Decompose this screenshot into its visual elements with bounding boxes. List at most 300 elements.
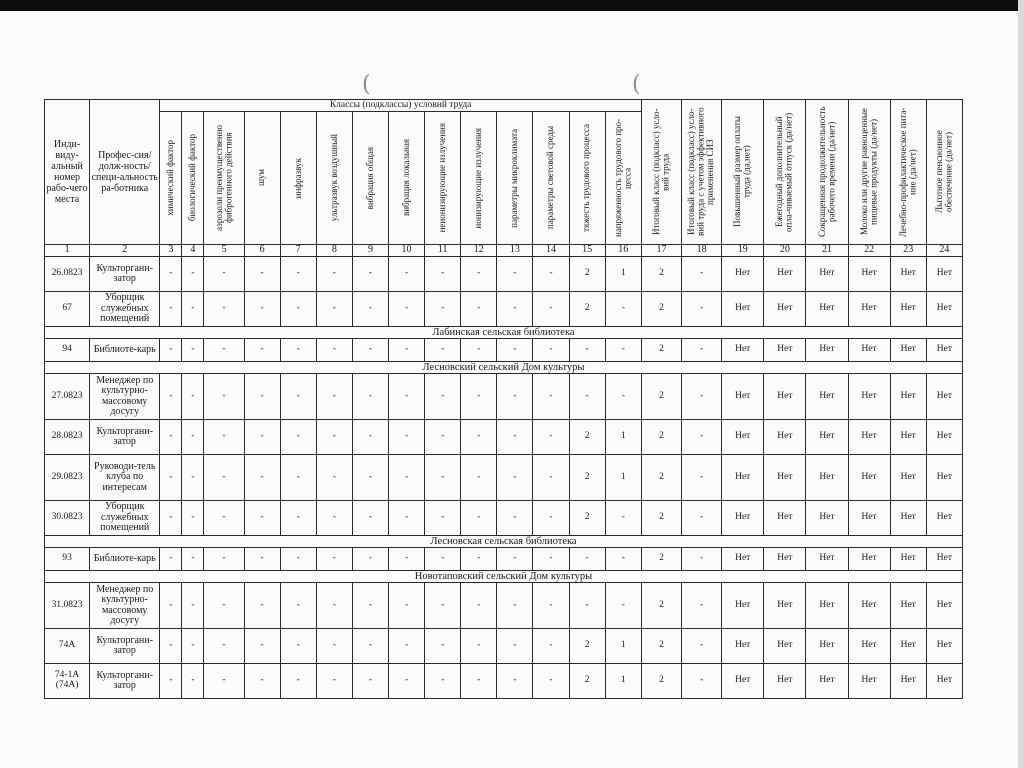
- table-cell: Нет: [806, 292, 848, 327]
- table-cell: -: [461, 548, 497, 571]
- table-cell: 1: [605, 629, 641, 664]
- table-cell: -: [280, 257, 316, 292]
- header-factor: вибрация общая: [352, 112, 388, 245]
- column-number: 18: [682, 245, 722, 257]
- table-cell: 2: [641, 583, 681, 629]
- table-cell: -: [533, 292, 569, 327]
- table-cell: -: [533, 339, 569, 362]
- column-number: 6: [244, 245, 280, 257]
- table-cell: 1: [605, 257, 641, 292]
- column-number: 9: [352, 245, 388, 257]
- table-cell: Нет: [890, 501, 926, 536]
- table-cell: -: [204, 292, 244, 327]
- table-cell: 1: [605, 664, 641, 699]
- table-cell: Нет: [926, 257, 962, 292]
- table-cell: -: [244, 374, 280, 420]
- profession-cell: Уборщик служебных помещений: [90, 292, 160, 327]
- table-cell: -: [425, 339, 461, 362]
- profession-cell: Менеджер по культурно-массовому досугу: [90, 583, 160, 629]
- table-cell: -: [461, 339, 497, 362]
- workplace-id: 26.0823: [45, 257, 90, 292]
- column-number: 20: [764, 245, 806, 257]
- table-cell: -: [682, 420, 722, 455]
- table-row: [45, 501, 963, 536]
- column-number: 12: [461, 245, 497, 257]
- table-cell: -: [461, 629, 497, 664]
- header-factor: ультразвук воздушный: [316, 112, 352, 245]
- table-cell: Нет: [722, 583, 764, 629]
- profession-cell: Культоргани-затор: [90, 664, 160, 699]
- table-cell: -: [533, 548, 569, 571]
- header-extra: Повышенный размер оплаты труда (да,нет): [722, 100, 764, 245]
- table-cell: -: [569, 583, 605, 629]
- table-cell: Нет: [890, 420, 926, 455]
- column-number: 3: [160, 245, 182, 257]
- table-cell: -: [605, 292, 641, 327]
- table-cell: Нет: [764, 257, 806, 292]
- table-cell: -: [182, 339, 204, 362]
- table-cell: Нет: [926, 629, 962, 664]
- table-cell: Нет: [926, 455, 962, 501]
- table-cell: -: [682, 501, 722, 536]
- table-cell: 2: [641, 374, 681, 420]
- table-cell: -: [533, 583, 569, 629]
- header-factor: ионизирующие излучения: [461, 112, 497, 245]
- table-cell: -: [389, 548, 425, 571]
- table-cell: -: [182, 548, 204, 571]
- table-cell: Нет: [806, 339, 848, 362]
- table-cell: 1: [605, 420, 641, 455]
- table-cell: -: [461, 257, 497, 292]
- header-extra: Сокращенная продолжительность рабочего времени (да/нет): [806, 100, 848, 245]
- table-cell: Нет: [722, 374, 764, 420]
- column-number: 15: [569, 245, 605, 257]
- table-cell: Нет: [722, 629, 764, 664]
- workplace-id: 94: [45, 339, 90, 362]
- table-cell: -: [533, 664, 569, 699]
- column-number-row: [45, 245, 963, 257]
- table-cell: -: [352, 420, 388, 455]
- table-cell: -: [244, 339, 280, 362]
- table-cell: -: [461, 374, 497, 420]
- table-cell: Нет: [926, 664, 962, 699]
- table-cell: -: [682, 374, 722, 420]
- table-cell: Нет: [926, 420, 962, 455]
- header-factor: аэрозоли преимущественно фиброгенного действия: [204, 112, 244, 245]
- table-cell: -: [182, 420, 204, 455]
- table-cell: Нет: [806, 664, 848, 699]
- table-cell: -: [316, 548, 352, 571]
- table-cell: -: [569, 548, 605, 571]
- header-individual-number: Инди-виду-альный номер рабо-чего места: [45, 100, 90, 245]
- workplace-id: 74А: [45, 629, 90, 664]
- column-number: 5: [204, 245, 244, 257]
- table-cell: -: [244, 257, 280, 292]
- workplace-id: 27.0823: [45, 374, 90, 420]
- table-cell: Нет: [722, 501, 764, 536]
- table-cell: -: [244, 455, 280, 501]
- table-cell: -: [316, 501, 352, 536]
- column-number: 16: [605, 245, 641, 257]
- table-cell: -: [244, 420, 280, 455]
- table-cell: -: [682, 292, 722, 327]
- table-cell: -: [160, 455, 182, 501]
- table-cell: -: [280, 374, 316, 420]
- table-cell: -: [316, 629, 352, 664]
- table-cell: -: [280, 292, 316, 327]
- table-cell: Нет: [764, 501, 806, 536]
- table-cell: -: [182, 455, 204, 501]
- table-cell: -: [605, 583, 641, 629]
- section-title: Новотаповский сельский Дом культуры: [45, 571, 963, 583]
- table-cell: -: [204, 257, 244, 292]
- profession-cell: Руководи-тель клуба по интересам: [90, 455, 160, 501]
- table-cell: -: [682, 583, 722, 629]
- table-cell: Нет: [926, 339, 962, 362]
- table-cell: -: [352, 664, 388, 699]
- table-row: [45, 339, 963, 362]
- table-cell: -: [605, 374, 641, 420]
- table-cell: -: [497, 420, 533, 455]
- table-cell: 2: [569, 664, 605, 699]
- table-cell: -: [182, 629, 204, 664]
- workplace-id: 30.0823: [45, 501, 90, 536]
- table-cell: Нет: [890, 374, 926, 420]
- table-cell: -: [389, 583, 425, 629]
- table-cell: -: [280, 455, 316, 501]
- table-cell: Нет: [764, 455, 806, 501]
- column-number: 4: [182, 245, 204, 257]
- table-cell: Нет: [890, 548, 926, 571]
- table-cell: Нет: [848, 629, 890, 664]
- column-number: 13: [497, 245, 533, 257]
- profession-cell: Библиоте-карь: [90, 548, 160, 571]
- table-cell: 2: [641, 420, 681, 455]
- profession-cell: Уборщик служебных помещений: [90, 501, 160, 536]
- table-cell: -: [280, 501, 316, 536]
- table-cell: -: [682, 629, 722, 664]
- table-body: [45, 257, 963, 699]
- table-cell: -: [244, 501, 280, 536]
- table-cell: -: [497, 664, 533, 699]
- header-factor: инфразвук: [280, 112, 316, 245]
- table-cell: -: [204, 455, 244, 501]
- column-number: 14: [533, 245, 569, 257]
- header-extra: Молоко или другие равноценные пищевые продукты (да/нет): [848, 100, 890, 245]
- table-cell: -: [160, 583, 182, 629]
- table-cell: -: [316, 339, 352, 362]
- column-number: 23: [890, 245, 926, 257]
- table-cell: -: [316, 420, 352, 455]
- column-number: 24: [926, 245, 962, 257]
- table-cell: Нет: [764, 339, 806, 362]
- table-cell: Нет: [848, 420, 890, 455]
- table-cell: -: [497, 292, 533, 327]
- table-cell: -: [244, 292, 280, 327]
- table-cell: -: [425, 257, 461, 292]
- table-cell: Нет: [926, 548, 962, 571]
- profession-cell: Культоргани-затор: [90, 420, 160, 455]
- table-cell: Нет: [722, 455, 764, 501]
- table-cell: -: [533, 501, 569, 536]
- table-row: [45, 455, 963, 501]
- table-cell: Нет: [806, 420, 848, 455]
- table-cell: -: [160, 420, 182, 455]
- working-conditions-table: [44, 99, 963, 699]
- table-cell: Нет: [722, 257, 764, 292]
- table-cell: -: [461, 501, 497, 536]
- column-number: 10: [389, 245, 425, 257]
- table-cell: 2: [641, 455, 681, 501]
- table-cell: -: [280, 583, 316, 629]
- table-cell: -: [352, 292, 388, 327]
- table-cell: -: [316, 374, 352, 420]
- table-cell: -: [497, 339, 533, 362]
- table-cell: -: [389, 501, 425, 536]
- table-cell: -: [316, 455, 352, 501]
- table-cell: -: [160, 374, 182, 420]
- header-factor: шум: [244, 112, 280, 245]
- section-header-row: [45, 327, 963, 339]
- table-cell: Нет: [926, 374, 962, 420]
- section-header-row: [45, 571, 963, 583]
- table-cell: -: [461, 455, 497, 501]
- section-title: Лесновская сельская библиотека: [45, 536, 963, 548]
- table-cell: -: [352, 548, 388, 571]
- header-classes-title: Классы (подклассы) условий труда: [160, 100, 642, 112]
- table-cell: Нет: [806, 501, 848, 536]
- table-cell: -: [497, 583, 533, 629]
- table-cell: -: [160, 664, 182, 699]
- header-factor: параметры микроклимата: [497, 112, 533, 245]
- workplace-id: 28.0823: [45, 420, 90, 455]
- table-cell: -: [352, 501, 388, 536]
- table-row: [45, 292, 963, 327]
- table-cell: Нет: [848, 501, 890, 536]
- table-cell: Нет: [890, 257, 926, 292]
- table-cell: -: [425, 374, 461, 420]
- table-cell: -: [682, 455, 722, 501]
- table-cell: -: [461, 292, 497, 327]
- table-cell: -: [160, 292, 182, 327]
- table-cell: -: [204, 374, 244, 420]
- table-cell: -: [389, 339, 425, 362]
- table-cell: Нет: [926, 501, 962, 536]
- table-cell: -: [160, 548, 182, 571]
- table-cell: -: [605, 339, 641, 362]
- table-cell: -: [204, 548, 244, 571]
- column-number: 22: [848, 245, 890, 257]
- table-cell: -: [244, 548, 280, 571]
- table-cell: -: [682, 548, 722, 571]
- table-cell: -: [533, 257, 569, 292]
- table-cell: -: [533, 455, 569, 501]
- table-cell: Нет: [806, 455, 848, 501]
- header-factor: биологический фактор: [182, 112, 204, 245]
- header-factor: тяжесть трудового процесса: [569, 112, 605, 245]
- table-cell: -: [425, 629, 461, 664]
- table-cell: -: [461, 420, 497, 455]
- table-cell: -: [389, 629, 425, 664]
- column-number: 8: [316, 245, 352, 257]
- header-profession: Профес-сия/долж-ность/специ-альность ра-ботника: [90, 100, 160, 245]
- workplace-id: 31.0823: [45, 583, 90, 629]
- table-cell: 2: [569, 455, 605, 501]
- table-cell: -: [389, 292, 425, 327]
- table-cell: Нет: [890, 583, 926, 629]
- table-cell: -: [569, 374, 605, 420]
- table-row: [45, 583, 963, 629]
- profession-cell: Культоргани-затор: [90, 257, 160, 292]
- table-cell: -: [160, 339, 182, 362]
- header-extra: Лечебно-профилактическое пита-ние (да/нет): [890, 100, 926, 245]
- table-cell: -: [316, 664, 352, 699]
- table-cell: -: [389, 455, 425, 501]
- header-factor: химический фактор: [160, 112, 182, 245]
- table-cell: -: [280, 339, 316, 362]
- table-cell: -: [280, 420, 316, 455]
- scan-top-edge: [0, 0, 1024, 11]
- table-cell: -: [182, 501, 204, 536]
- table-cell: Нет: [806, 629, 848, 664]
- table-row: [45, 629, 963, 664]
- table-cell: -: [389, 374, 425, 420]
- table-cell: 2: [641, 292, 681, 327]
- table-cell: 2: [569, 292, 605, 327]
- table-cell: -: [182, 374, 204, 420]
- table-cell: -: [497, 548, 533, 571]
- table-cell: Нет: [722, 664, 764, 699]
- table-cell: 2: [641, 629, 681, 664]
- table-cell: -: [461, 664, 497, 699]
- table-cell: Нет: [764, 420, 806, 455]
- table-cell: -: [425, 501, 461, 536]
- table-cell: 2: [569, 257, 605, 292]
- table-cell: -: [352, 257, 388, 292]
- table-cell: Нет: [890, 455, 926, 501]
- table-cell: -: [533, 420, 569, 455]
- column-number: 2: [90, 245, 160, 257]
- table-cell: -: [204, 420, 244, 455]
- table-cell: 2: [569, 420, 605, 455]
- table-cell: -: [182, 583, 204, 629]
- table-cell: -: [461, 583, 497, 629]
- table-cell: -: [244, 629, 280, 664]
- table-cell: Нет: [806, 583, 848, 629]
- table-row: [45, 374, 963, 420]
- table-cell: Нет: [764, 292, 806, 327]
- profession-cell: Культоргани-затор: [90, 629, 160, 664]
- table-cell: -: [160, 257, 182, 292]
- table-cell: -: [425, 420, 461, 455]
- column-number: 19: [722, 245, 764, 257]
- header-factor: вибрация локальная: [389, 112, 425, 245]
- table-cell: -: [497, 374, 533, 420]
- header-factor: напряженность трудового про-цесса: [605, 112, 641, 245]
- table-cell: -: [204, 501, 244, 536]
- workplace-id: 74-1А (74А): [45, 664, 90, 699]
- table-cell: Нет: [848, 455, 890, 501]
- table-cell: -: [204, 339, 244, 362]
- table-cell: -: [352, 455, 388, 501]
- table-cell: Нет: [806, 374, 848, 420]
- section-header-row: [45, 362, 963, 374]
- table-cell: -: [182, 257, 204, 292]
- table-cell: -: [280, 548, 316, 571]
- header-final-class-siz: Итоговый класс (подкласс) усло-вий труда с учетом эффективного применения СИЗ: [682, 100, 722, 245]
- table-cell: Нет: [926, 583, 962, 629]
- table-cell: 2: [569, 501, 605, 536]
- column-number: 1: [45, 245, 90, 257]
- table-cell: Нет: [848, 374, 890, 420]
- table-cell: -: [352, 339, 388, 362]
- table-cell: -: [497, 629, 533, 664]
- table-cell: -: [160, 629, 182, 664]
- table-cell: 2: [641, 548, 681, 571]
- table-cell: -: [352, 629, 388, 664]
- table-row: [45, 420, 963, 455]
- hole-punch-mark: (: [362, 72, 371, 97]
- table-cell: 2: [641, 257, 681, 292]
- table-cell: -: [605, 548, 641, 571]
- table-cell: -: [316, 292, 352, 327]
- column-number: 17: [641, 245, 681, 257]
- table-cell: Нет: [806, 257, 848, 292]
- section-title: Лабинская сельская библиотека: [45, 327, 963, 339]
- table-cell: -: [533, 629, 569, 664]
- table-cell: Нет: [764, 583, 806, 629]
- table-cell: -: [497, 501, 533, 536]
- table-cell: Нет: [764, 664, 806, 699]
- table-cell: Нет: [722, 292, 764, 327]
- table-cell: Нет: [722, 339, 764, 362]
- column-number: 21: [806, 245, 848, 257]
- table-cell: -: [425, 292, 461, 327]
- section-header-row: [45, 536, 963, 548]
- table-cell: 2: [641, 501, 681, 536]
- table-cell: Нет: [806, 548, 848, 571]
- scan-right-edge: [1018, 0, 1024, 768]
- table-cell: -: [244, 664, 280, 699]
- table-cell: Нет: [848, 257, 890, 292]
- table-cell: -: [316, 257, 352, 292]
- hole-punch-mark: (: [632, 72, 641, 97]
- table-cell: Нет: [848, 339, 890, 362]
- table-cell: -: [182, 664, 204, 699]
- table-cell: -: [204, 583, 244, 629]
- table-cell: Нет: [890, 629, 926, 664]
- workplace-id: 93: [45, 548, 90, 571]
- table-cell: -: [316, 583, 352, 629]
- profession-cell: Менеджер по культурно-массовому досугу: [90, 374, 160, 420]
- section-title: Лесновский сельский Дом культуры: [45, 362, 963, 374]
- workplace-id: 29.0823: [45, 455, 90, 501]
- header-factor: параметры световой среды: [533, 112, 569, 245]
- table-cell: Нет: [848, 664, 890, 699]
- table-cell: Нет: [722, 548, 764, 571]
- table-cell: -: [682, 664, 722, 699]
- table-cell: Нет: [848, 583, 890, 629]
- workplace-id: 67: [45, 292, 90, 327]
- table-cell: -: [533, 374, 569, 420]
- table-cell: -: [425, 548, 461, 571]
- table-cell: -: [204, 629, 244, 664]
- table-cell: 1: [605, 455, 641, 501]
- table-cell: Нет: [890, 339, 926, 362]
- table-row: [45, 257, 963, 292]
- profession-cell: Библиоте-карь: [90, 339, 160, 362]
- header-factor: неионизирующие излучения: [425, 112, 461, 245]
